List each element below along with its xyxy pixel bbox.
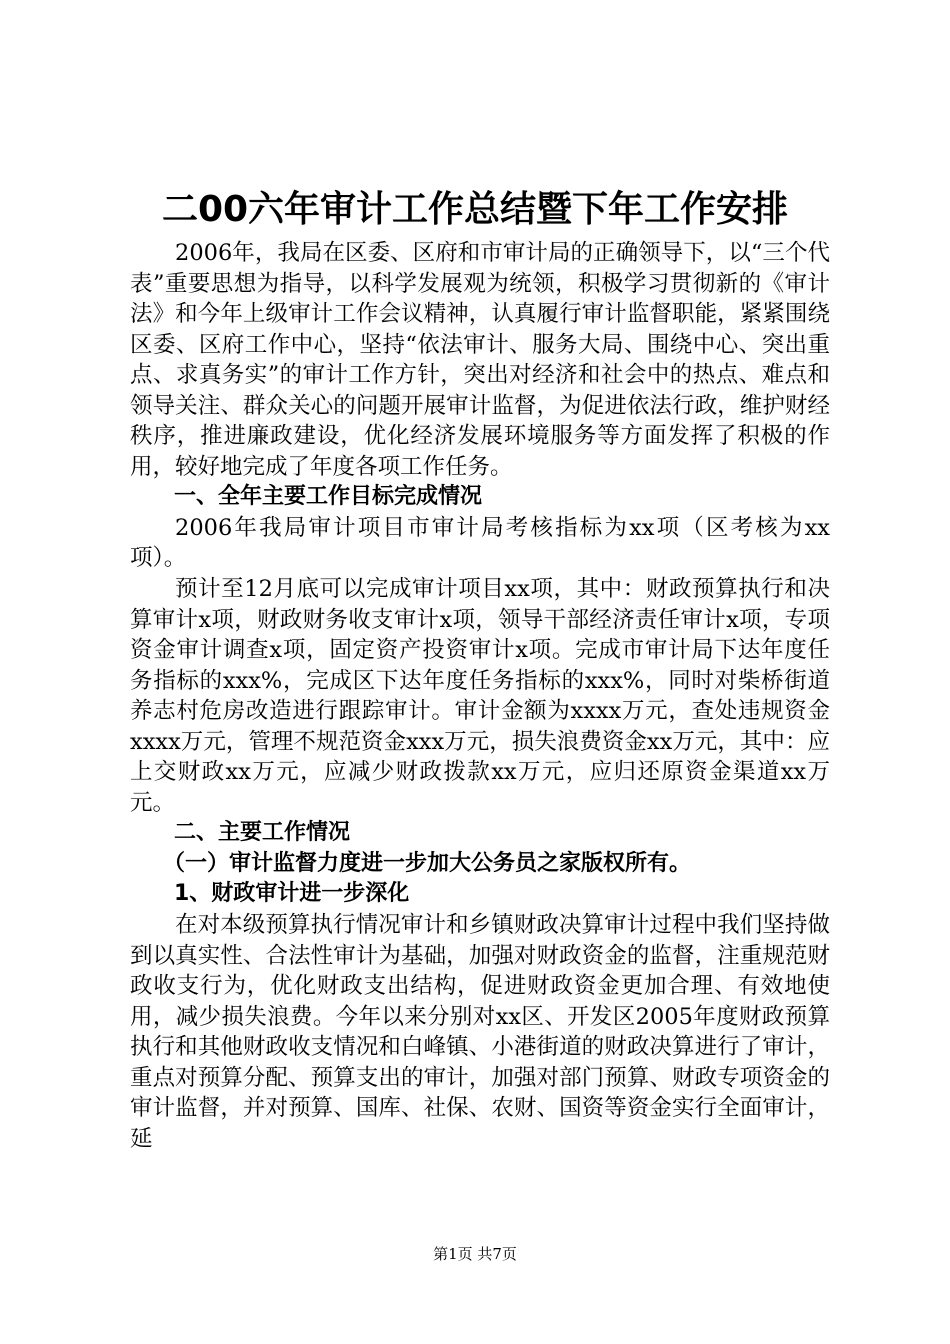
paragraph-intro: 2006年，我局在区委、区府和市审计局的正确领导下，以“三个代表”重要思想为指导，以科学发展观为统领，积极学习贯彻新的《审计法》和今年上级审计工作会议精神，认真履行审计监督职能，紧紧围绕区委、区府工作中心，坚持“依法审计、服务大局、围绕中心、突出重点、求真务实”的审计工作方针，突出对经济和社会中的热点、难点和领导关注、群众关心的问题开展审计监督，为促进依法行政，维护财经秩序，推进廉政建设，优化经济发展环境服务等方面发挥了积极的作用，较好地完成了年度各项工作任务。	[130, 240, 830, 480]
document-body	[130, 238, 830, 1154]
section-heading-1: 一、全年主要工作目标完成情况	[174, 484, 483, 510]
paragraph-completion: 预计至12月底可以完成审计项目xx项，其中：财政预算执行和决算审计x项，财政财务收支审计x项，领导干部经济责任审计x项，专项资金审计调查x项，固定资产投资审计x项。完成市审计局下达年度任务指标的xxx%，完成区下达年度任务指标的xxx%，同时对柴桥街道养志村危房改造进行跟踪审计。审计金额为xxxx万元，查处违规资金xxxx万元，管理不规范资金xxx万元，损失浪费资金xx万元，其中：应上交财政xx万元，应减少财政拨款xx万元，应归还原资金渠道xx万元。	[130, 576, 830, 816]
paragraph-fiscal-audit: 在对本级预算执行情况审计和乡镇财政决算审计过程中我们坚持做到以真实性、合法性审计为基础，加强对财政资金的监督，注重规范财政收支行为，优化财政支出结构，促进财政资金更加合理、有效地使用，减少损失浪费。今年以来分别对xx区、开发区2005年度财政预算执行和其他财政收支情况和白峰镇、小港街道的财政决算进行了审计，重点对预算分配、预算支出的审计，加强对部门预算、财政专项资金的审计监督，并对预算、国库、社保、农财、国资等资金实行全面审计，延	[130, 912, 830, 1152]
item-heading-1: 1、财政审计进一步深化	[174, 881, 410, 907]
paragraph-target: 2006年我局审计项目市审计局考核指标为xx项（区考核为xx项）。	[130, 514, 830, 572]
page-number-footer: 第1页 共7页	[433, 1245, 517, 1263]
subsection-heading-1: （一）审计监督力度进一步加大公务员之家版权所有。	[163, 850, 692, 876]
document-title: 二00六年审计工作总结暨下年工作安排	[161, 189, 789, 230]
section-heading-2: 二、主要工作情况	[174, 820, 351, 846]
